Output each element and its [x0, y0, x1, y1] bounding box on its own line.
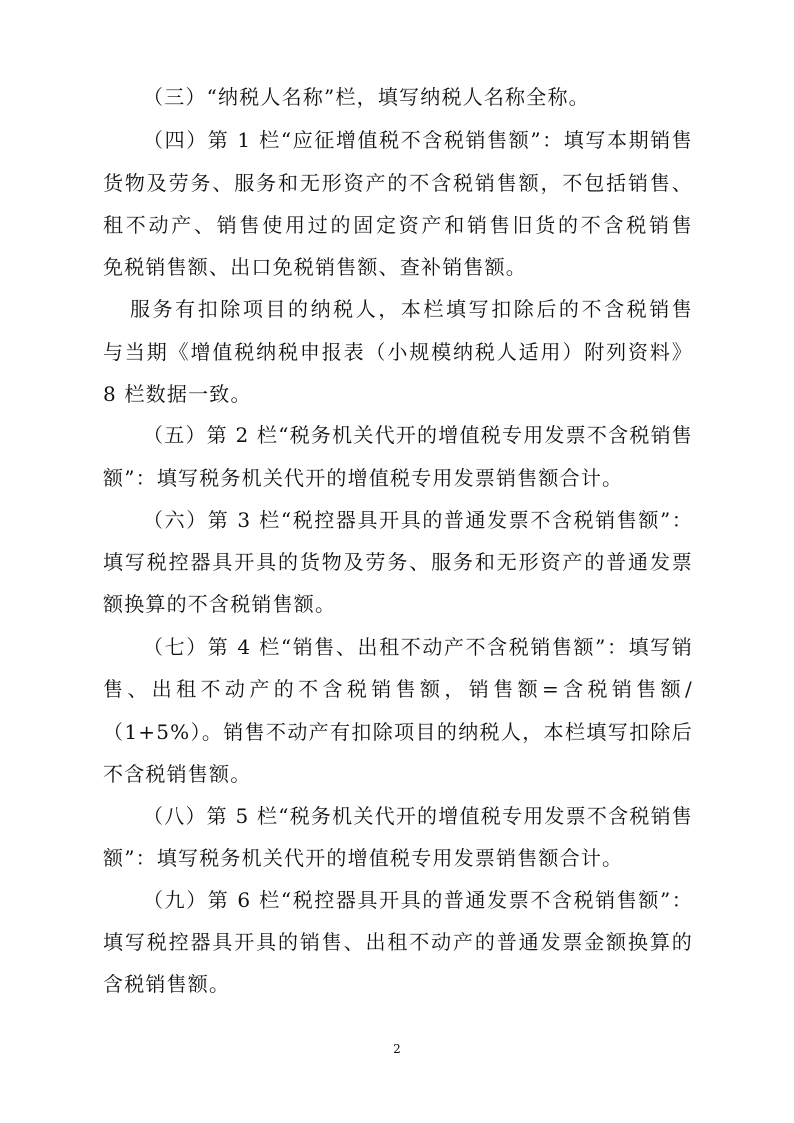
paragraph-8-line-2: 额”：填写税务机关代开的增值税专用发票销售额合计。 — [103, 846, 624, 870]
paragraph-3-line-1: （三）“纳税人名称”栏，填写纳税人名称全称。 — [143, 85, 590, 109]
paragraph-4-line-3: 租不动产、销售使用过的固定资产和销售旧货的不含税销售 — [103, 213, 693, 237]
paragraph-deduction-line-1: 服务有扣除项目的纳税人，本栏填写扣除后的不含税销售 — [130, 297, 693, 321]
paragraph-6-line-1: （六）第 3 栏“税控器具开具的普通发票不含税销售额”： — [143, 508, 693, 532]
paragraph-7-line-2: 售、出租不动产的不含税销售额，销售额=含税销售额/ — [103, 677, 693, 701]
paragraph-deduction-line-3: 8 栏数据一致。 — [103, 382, 252, 406]
paragraph-7-line-3: （1+5%）。销售不动产有扣除项目的纳税人，本栏填写扣除后 — [103, 720, 693, 744]
paragraph-4-line-4: 免税销售额、出口免税销售额、查补销售额。 — [103, 255, 527, 279]
paragraph-4-line-2: 货物及劳务、服务和无形资产的不含税销售额，不包括销售、 — [103, 171, 693, 195]
paragraph-7-line-1: （七）第 4 栏“销售、出租不动产不含税销售额”：填写销 — [143, 635, 693, 659]
paragraph-5-line-1: （五）第 2 栏“税务机关代开的增值税专用发票不含税销售 — [143, 423, 693, 447]
paragraph-6-line-2: 填写税控器具开具的货物及劳务、服务和无形资产的普通发票 — [103, 550, 693, 574]
paragraph-7-line-4: 不含税销售额。 — [103, 762, 252, 786]
paragraph-9-line-2: 填写税控器具开具的销售、出租不动产的普通发票金额换算的 — [103, 930, 693, 954]
paragraph-8-line-1: （八）第 5 栏“税务机关代开的增值税专用发票不含税销售 — [143, 804, 693, 828]
paragraph-deduction-line-2: 与当期《增值税纳税申报表（小规模纳税人适用）附列资料》 — [103, 340, 693, 364]
paragraph-9-line-1: （九）第 6 栏“税控器具开具的普通发票不含税销售额”： — [143, 888, 693, 912]
paragraph-9-line-3: 含税销售额。 — [103, 972, 231, 996]
paragraph-6-line-3: 额换算的不含税销售额。 — [103, 592, 337, 616]
paragraph-4-line-1: （四）第 1 栏“应征增值税不含税销售额”：填写本期销售 — [143, 128, 693, 152]
page-number: 2 — [393, 1042, 401, 1056]
paragraph-5-line-2: 额”：填写税务机关代开的增值税专用发票销售额合计。 — [103, 466, 624, 490]
